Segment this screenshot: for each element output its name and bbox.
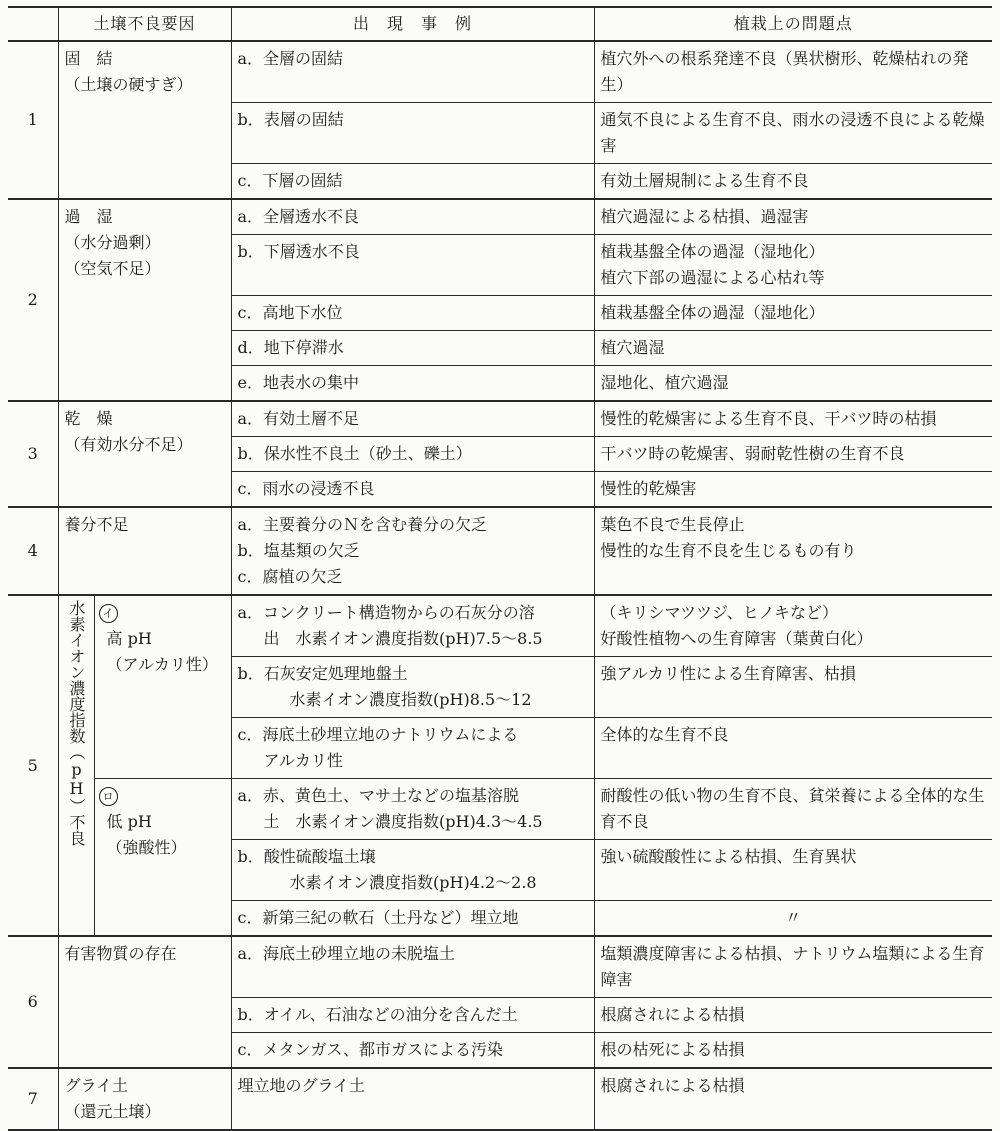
example-cell [231,507,594,595]
circled-i-mark: イ [99,604,118,623]
factor-cell [58,199,231,401]
row-number: 5 [8,595,58,936]
example-line: b．石灰安定処理地盤土 [237,664,408,683]
problem-line: 慢性的な生育不良を生じるもの有り [600,541,857,560]
factor-cell: 養分不足 [58,507,231,595]
header-row [8,7,992,41]
sub-factor-text: 高 pH （アルカリ性） [106,629,218,674]
table-row [8,507,992,595]
problem-cell: 植穴外への根系発達不良（異状樹形、乾燥枯れの発生） [594,41,992,103]
problem-cell: 植穴過湿による枯損、過湿害 [594,199,992,235]
problem-cell: 強い硫酸酸性による枯損、生育異状 [594,840,992,901]
problem-cell: 根腐されによる枯損 [594,1068,992,1130]
problem-text: 植栽基盤全体の過湿（湿地化） 植穴下部の過湿による心枯れ等 [600,242,825,287]
problem-line: 葉色不良で生長停止 [600,515,745,534]
example-cell: a．全層の固結 [231,41,594,103]
soil-problem-table [8,6,992,1131]
factor-cell [58,401,231,507]
problem-cell: 〃 [594,901,992,937]
example-cell [231,657,594,718]
problem-cell: 干バツ時の乾燥害、弱耐乾性樹の生育不良 [594,437,992,472]
problem-cell: 根の枯死による枯損 [594,1033,992,1069]
table-row [8,199,992,235]
problem-cell: 湿地化、植穴過湿 [594,366,992,402]
factor-text: グライ土 （還元土壌） [64,1076,161,1121]
problem-cell: 通気不良による生育不良、雨水の浸透不良による乾燥害 [594,103,992,164]
problem-cell: 有効土層規制による生育不良 [594,164,992,200]
example-cell: d．地下停滞水 [231,331,594,366]
example-line: 土 水素イオン濃度指数(pH)4.3～4.5 [263,812,543,831]
problem-cell [594,235,992,296]
row-number: 3 [8,401,58,507]
factor-cell [58,1068,231,1130]
example-line: c．海底土砂埋立地のナトリウムによる [237,725,519,744]
example-cell: b．表層の固結 [231,103,594,164]
problem-cell: 強アルカリ性による生育障害、枯損 [594,657,992,718]
table-row [8,936,992,998]
problem-cell: 塩類濃度障害による枯損、ナトリウム塩類による生育障害 [594,936,992,998]
problem-cell: 植穴過湿 [594,331,992,366]
table-row [8,1068,992,1130]
factor-text: 乾 燥 （有効水分不足） [64,409,193,454]
header-factor: 土壌不良要因 [58,7,231,41]
row-number: 1 [8,41,58,199]
example-cell: a．有効土層不足 [231,401,594,437]
example-line: 水素イオン濃度指数(pH)8.5～12 [289,690,532,709]
row-number: 7 [8,1068,58,1130]
example-cell: c．新第三紀の軟石（土丹など）埋立地 [231,901,594,937]
example-line: a．コンクリート構造物からの石灰分の溶 [237,603,535,622]
example-cell: b．オイル、石油などの油分を含んだ土 [231,998,594,1033]
factor-cell [58,41,231,199]
sub-factor-text: 低 pH （強酸性） [106,812,187,857]
example-cell: 埋立地のグライ土 [231,1068,594,1130]
example-cell: e．地表水の集中 [231,366,594,402]
example-cell: c．高地下水位 [231,296,594,331]
example-cell: a．全層透水不良 [231,199,594,235]
header-no [8,7,58,41]
problem-text: （キリシマツツジ、ヒノキなど） 好酸性植物への生育障害（葉黄白化） [600,603,873,648]
problem-cell [594,507,992,595]
factor-text: 過 湿 （水分過剰） （空気不足） [64,207,161,278]
example-cell: c．下層の固結 [231,164,594,200]
problem-cell: 耐酸性の低い物の生育不良、貧栄養による全体的な生育不良 [594,779,992,840]
example-line: アルカリ性 [263,751,343,770]
problem-cell: 根腐されによる枯損 [594,998,992,1033]
example-cell: a．海底土砂埋立地の未脱塩土 [231,936,594,998]
factor-cell-vertical [58,595,94,936]
circled-ro-mark: ロ [99,787,118,806]
problem-cell: 全体的な生育不良 [594,718,992,779]
header-examples: 出 現 事 例 [231,7,594,41]
table-row [8,401,992,437]
example-line: a．主要養分のＮを含む養分の欠乏 [237,515,488,534]
factor-text: 固 結 （土壌の硬すぎ） [64,49,193,94]
table-row [8,595,992,657]
example-cell [231,595,594,657]
example-line: 出 水素イオン濃度指数(pH)7.5～8.5 [263,629,543,648]
table-row [8,779,992,840]
soil-table-sheet [8,6,992,1131]
example-line: b．酸性硫酸塩土壌 [237,847,376,866]
example-cell: c．雨水の浸透不良 [231,472,594,508]
example-cell [231,840,594,901]
row-number: 2 [8,199,58,401]
problem-cell [594,595,992,657]
example-line: b．塩基類の欠乏 [237,541,360,560]
factor-vertical-text: 水素イオン濃度指数（pH）不良 [67,600,86,846]
sub-factor-low-ph [94,779,231,937]
row-number: 4 [8,507,58,595]
example-line: c．腐植の欠乏 [237,567,343,586]
problem-cell: 慢性的乾燥害 [594,472,992,508]
example-cell: b．下層透水不良 [231,235,594,296]
header-problems: 植栽上の問題点 [594,7,992,41]
example-cell [231,718,594,779]
example-line: a．赤、黄色土、マサ土などの塩基溶脱 [237,786,520,805]
example-line: 水素イオン濃度指数(pH)4.2～2.8 [289,873,537,892]
table-row [8,41,992,103]
row-number: 6 [8,936,58,1068]
example-cell: b．保水性不良土（砂土、礫土） [231,437,594,472]
example-cell [231,779,594,840]
example-cell: c．メタンガス、都市ガスによる汚染 [231,1033,594,1069]
problem-cell: 植栽基盤全体の過湿（湿地化） [594,296,992,331]
problem-cell: 慢性的乾燥害による生育不良、干バツ時の枯損 [594,401,992,437]
factor-cell: 有害物質の存在 [58,936,231,1068]
sub-factor-high-ph [94,595,231,779]
